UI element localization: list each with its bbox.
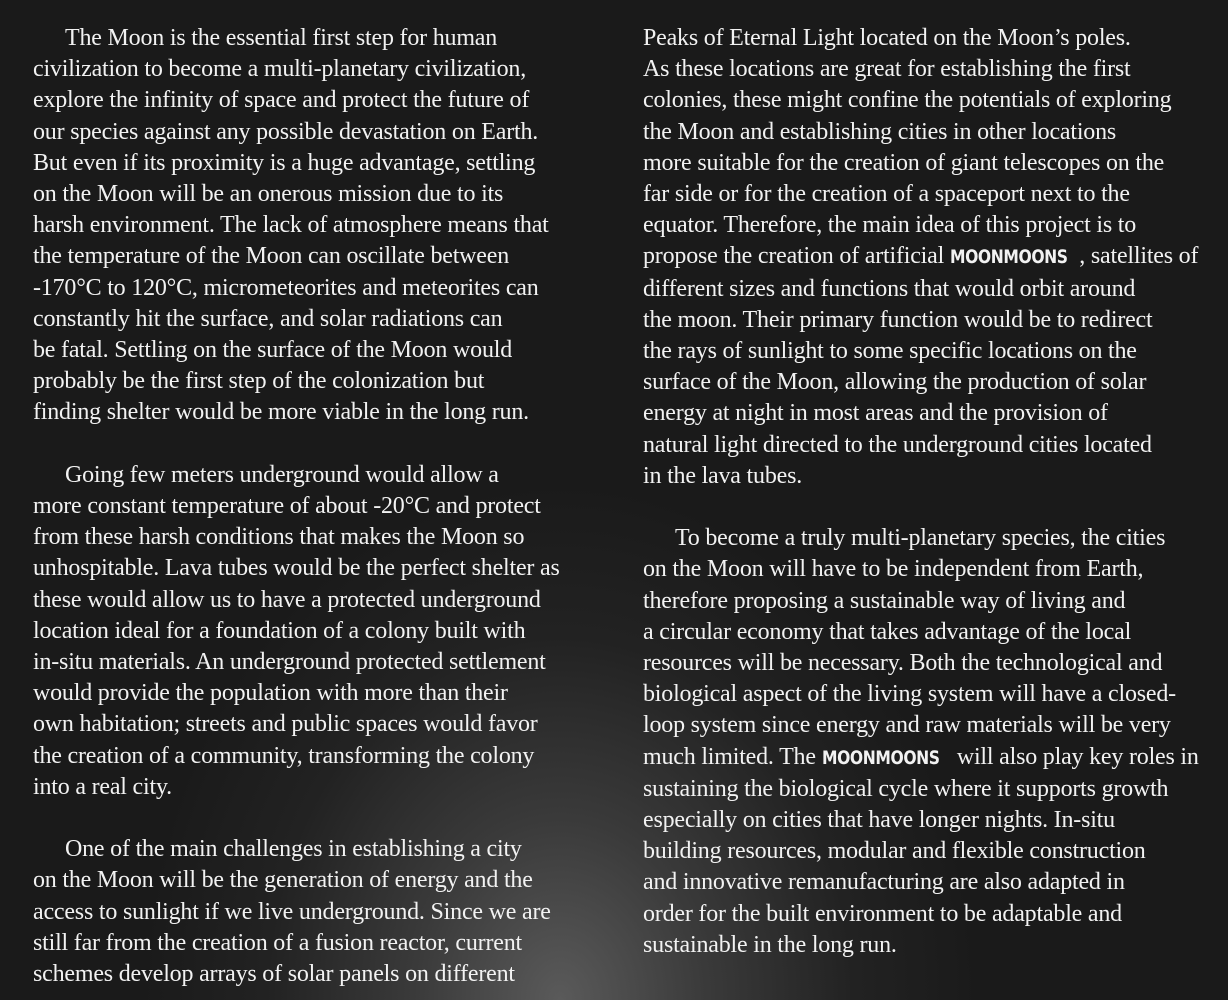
text-line: far side or for the creation of a spaceport next to the — [643, 181, 1130, 208]
text-line: the temperature of the Moon can oscillate between — [33, 243, 510, 270]
text-line: As these locations are great for establishing the first — [643, 56, 1131, 83]
text-line: constantly hit the surface, and solar radiations can — [33, 305, 503, 332]
text-line: own habitation; streets and public spaces would favor — [33, 711, 538, 738]
text-line: One of the main challenges in establishing a city — [65, 836, 522, 863]
text-line: a circular economy that takes advantage of the local — [643, 618, 1132, 645]
text-line: more constant temperature of about -20°C and protect — [33, 493, 541, 520]
text-line: more suitable for the creation of giant telescopes on the — [643, 149, 1165, 176]
text-line: loop system since energy and raw materials will be very — [643, 712, 1171, 739]
text-line: probably be the first step of the colonization but — [33, 368, 485, 395]
text-fragment: much limited. The — [643, 743, 822, 770]
text-line: on the Moon will be the generation of energy and the — [33, 867, 533, 894]
text-line — [643, 742, 1203, 774]
text-fragment: will also play key roles in — [951, 743, 1199, 770]
text-line: energy at night in most areas and the provision of — [643, 400, 1108, 427]
left-text-column — [33, 23, 598, 990]
text-line: finding shelter would be more viable in the long run. — [33, 399, 529, 426]
right-text-column — [643, 23, 1203, 961]
text-line: equator. Therefore, the main idea of this project is to — [643, 212, 1137, 239]
text-line: sustainable in the long run. — [643, 931, 897, 958]
text-line: unhospitable. Lava tubes would be the perfect shelter as — [33, 555, 560, 582]
text-line: our species against any possible devastation on Earth. — [33, 118, 539, 145]
paragraph-energy-challenge — [33, 834, 598, 990]
text-line: surface of the Moon, allowing the production of solar — [643, 369, 1147, 396]
text-line: therefore proposing a sustainable way of living and — [643, 587, 1126, 614]
text-line — [643, 241, 1203, 273]
text-fragment: , satellites of — [1079, 243, 1199, 270]
moonmoons-brand-name: MOONMOONS — [821, 746, 940, 769]
text-line: explore the infinity of space and protect the future of — [33, 87, 530, 114]
text-line: and innovative remanufacturing are also adapted in — [643, 869, 1125, 896]
text-line: order for the built environment to be adaptable and — [643, 900, 1122, 927]
text-line: -170°C to 120°C, micrometeorites and meteorites can — [33, 274, 539, 301]
text-line: different sizes and functions that would orbit around — [643, 275, 1136, 302]
text-line: civilization to become a multi-planetary civilization, — [33, 56, 527, 83]
text-line: in-situ materials. An underground protected settlement — [33, 649, 546, 676]
text-line: into a real city. — [33, 773, 172, 800]
text-line: Going few meters underground would allow a — [65, 461, 499, 488]
text-line: harsh environment. The lack of atmosphere means that — [33, 212, 549, 239]
paragraph-underground-lava-tubes — [33, 460, 598, 803]
text-line: colonies, these might confine the potentials of exploring — [643, 87, 1172, 114]
text-line: building resources, modular and flexible construction — [643, 838, 1146, 865]
text-line: the Moon and establishing cities in other locations — [643, 118, 1117, 145]
text-line: on the Moon will be an onerous mission due to its — [33, 181, 504, 208]
text-line: still far from the creation of a fusion reactor, current — [33, 929, 522, 956]
text-line: But even if its proximity is a huge advantage, settling — [33, 149, 536, 176]
text-line: resources will be necessary. Both the technological and — [643, 650, 1163, 677]
text-line: the moon. Their primary function would be to redirect — [643, 306, 1153, 333]
text-line: biological aspect of the living system will have a closed- — [643, 681, 1176, 708]
text-line: especially on cities that have longer nights. In-situ — [643, 807, 1115, 834]
text-line: natural light directed to the underground cities located — [643, 431, 1152, 458]
text-line: access to sunlight if we live underground. Since we are — [33, 898, 551, 925]
text-line: in the lava tubes. — [643, 462, 803, 489]
text-line: would provide the population with more than their — [33, 680, 508, 707]
text-line: the rays of sunlight to some specific locations on the — [643, 338, 1137, 365]
text-line: To become a truly multi-planetary species, the cities — [675, 525, 1166, 552]
paragraph-moon-first-step — [33, 23, 598, 429]
paragraph-sustainable-cities — [643, 523, 1203, 961]
text-line: the creation of a community, transforming the colony — [33, 742, 535, 769]
text-line: on the Moon will have to be independent from Earth, — [643, 556, 1144, 583]
text-line: schemes develop arrays of solar panels on different — [33, 961, 515, 988]
text-line: Peaks of Eternal Light located on the Moon’s poles. — [643, 25, 1131, 51]
text-line: be fatal. Settling on the surface of the Moon would — [33, 337, 513, 364]
text-fragment: propose the creation of artificial — [643, 243, 950, 270]
text-line: location ideal for a foundation of a colony built with — [33, 617, 526, 644]
moonmoons-brand-name: MOONMOONS — [949, 246, 1068, 269]
text-line: these would allow us to have a protected underground — [33, 586, 541, 613]
text-line: sustaining the biological cycle where it supports growth — [643, 775, 1169, 802]
paragraph-moonmoons-proposal — [643, 23, 1203, 492]
text-line: from these harsh conditions that makes the Moon so — [33, 524, 525, 551]
text-line: The Moon is the essential first step for human — [65, 25, 498, 51]
